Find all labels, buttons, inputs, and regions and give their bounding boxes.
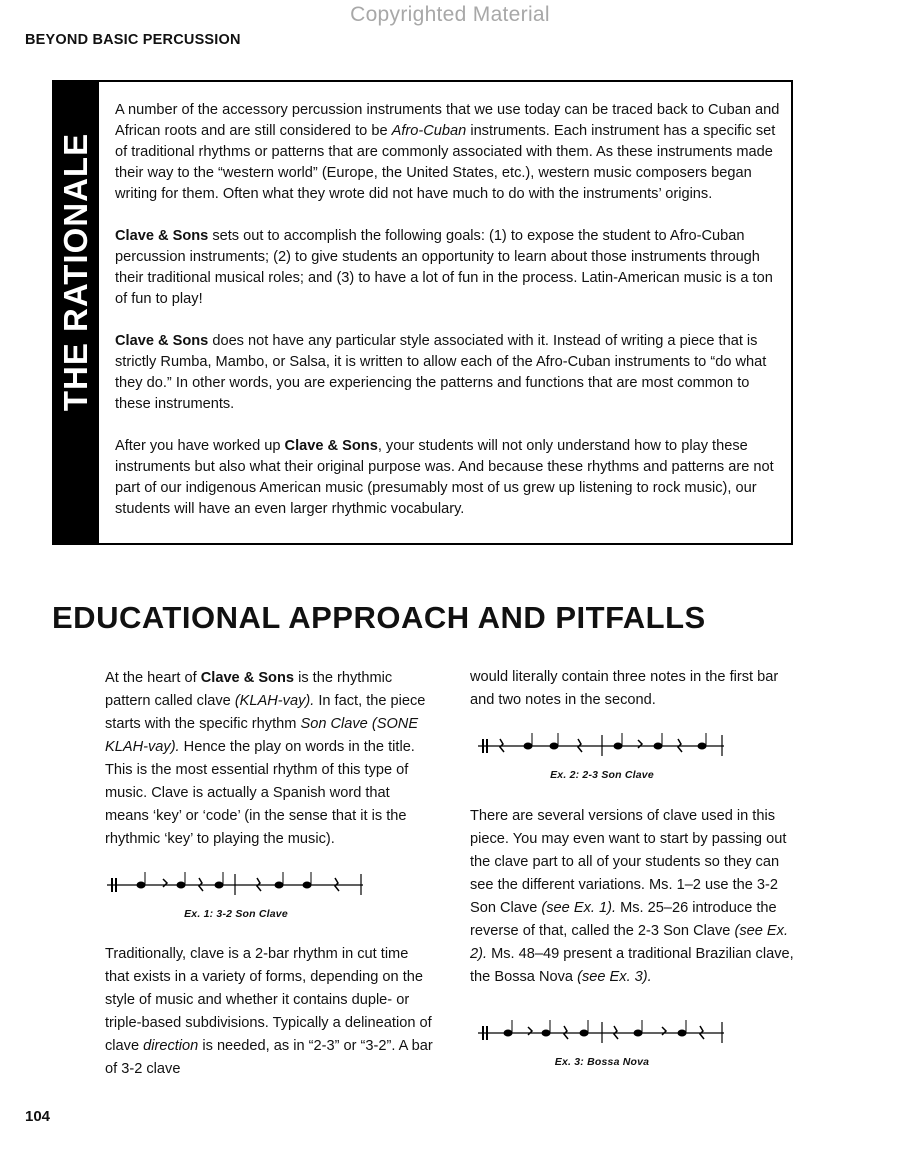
example-1-notation <box>107 869 365 899</box>
right-column <box>470 666 800 1074</box>
text-run: In fact, the piece starts with the specific rhythm <box>105 693 426 732</box>
text-run: After you have worked up <box>115 438 285 454</box>
example-3-caption: Ex. 3: Bossa Nova <box>554 1056 650 1068</box>
running-head: BEYOND BASIC PERCUSSION <box>25 32 241 48</box>
text-run-bold: Clave & Sons <box>200 670 295 686</box>
text-run: Ms. 48–49 present a traditional Brazilian clave, the Bossa Nova <box>470 946 794 985</box>
rationale-box <box>52 80 793 545</box>
text-run-italic: Afro-Cuban <box>391 123 467 139</box>
left-paragraph-2 <box>105 943 435 1081</box>
text-run-italic: (see Ex. 3). <box>577 969 652 985</box>
example-3-notation <box>478 1017 726 1047</box>
text-run: sets out to accomplish the following goals: (1) to expose the student to Afro-Cuban percussion instruments; (2) to give students an opportunity to learn about those instruments through their traditional musical roles; and (3) to have a lot of fun in the process. Latin-American music is a ton of fun to play! <box>115 228 773 307</box>
text-run-bold: Clave & Sons <box>115 228 209 244</box>
text-run: At the heart of <box>105 670 201 686</box>
rationale-tab <box>54 82 99 543</box>
rationale-tab-label: THE RATIONALE <box>57 132 94 412</box>
text-run: is needed, as in “2-3” or “3-2”. A bar of 3-2 clave <box>105 1038 433 1077</box>
rationale-paragraph-1 <box>115 100 785 205</box>
text-run: Traditionally, clave is a 2-bar rhythm in cut time that exists in a variety of forms, depending on the style of music and whether it contains duple- or triple-based subdivisions. Typically a delineation of clave <box>105 946 432 1054</box>
section-title: EDUCATIONAL APPROACH AND PITFALLS <box>52 600 706 635</box>
right-paragraph-2 <box>470 805 800 989</box>
example-3 <box>478 1017 800 1074</box>
page-number: 104 <box>25 1108 51 1125</box>
example-2-caption: Ex. 2: 2-3 Son Clave <box>550 769 654 781</box>
right-paragraph-1: would literally contain three notes in the first bar and two notes in the second. <box>470 669 779 708</box>
text-run: does not have any particular style associated with it. Instead of writing a piece that is strictly Rumba, Mambo, or Salsa, it is written to allow each of the Afro-Cuban instruments to “do what they do.” In other words, you are experiencing the patterns and functions that are most common to these instruments. <box>115 333 767 412</box>
text-run-italic: direction <box>143 1038 199 1054</box>
text-run: is the rhythmic pattern called clave <box>105 670 393 709</box>
rationale-paragraph-3 <box>115 331 785 415</box>
example-2-notation <box>478 730 726 760</box>
text-run-italic: (see Ex. 1). <box>541 900 617 916</box>
text-run: , your students will not only understand how to play these instruments but also what their original purpose was. And because these rhythms and patterns are not part of our indigenous American music (presumably most of us grew up listening to rock music), our students will have an even larger rhythmic vocabulary. <box>115 438 774 517</box>
text-run-bold: Clave & Sons <box>115 333 209 349</box>
rationale-paragraph-4 <box>115 436 785 520</box>
rationale-paragraph-2 <box>115 226 785 310</box>
example-1 <box>107 869 435 926</box>
text-run: Ms. 25–26 introduce the reverse of that, called the 2-3 Son Clave <box>470 900 777 939</box>
text-run-italic: Son Clave (SONE KLAH-vay). <box>105 716 419 755</box>
text-run: Hence the play on words in the title. This is the most essential rhythm of this type of music. Clave is actually a Spanish word that means ‘key’ or ‘code’ (in the sense that it is the rhythmic ‘key’ to playing the music). <box>105 739 415 847</box>
example-2 <box>478 730 800 787</box>
example-1-caption: Ex. 1: 3-2 Son Clave <box>184 908 288 920</box>
copyright-watermark: Copyrighted Material <box>350 3 550 26</box>
text-run: There are several versions of clave used in this piece. You may even want to start by passing out the clave part to all of your students so they can see the different variations. Ms. 1–2 use the 3-2 Son Clave <box>470 808 787 916</box>
text-run-italic: (see Ex. 2). <box>470 923 788 962</box>
text-run: A number of the accessory percussion instruments that we use today can be traced back to Cuban and African roots and are still considered to be <box>115 102 780 139</box>
text-run-italic: (KLAH-vay). <box>234 693 315 709</box>
left-paragraph-1 <box>105 667 435 851</box>
left-column <box>105 667 435 1081</box>
rationale-body <box>115 100 785 541</box>
text-run: instruments. Each instrument has a specific set of traditional rhythms or patterns that are commonly associated with them. As these instruments made their way to the “western world” (Europe, the United States, etc.), western music composers began writing for them. Often what they wrote did not have much to do with the instruments’ origins. <box>115 123 776 202</box>
text-run-bold: Clave & Sons <box>284 438 378 454</box>
